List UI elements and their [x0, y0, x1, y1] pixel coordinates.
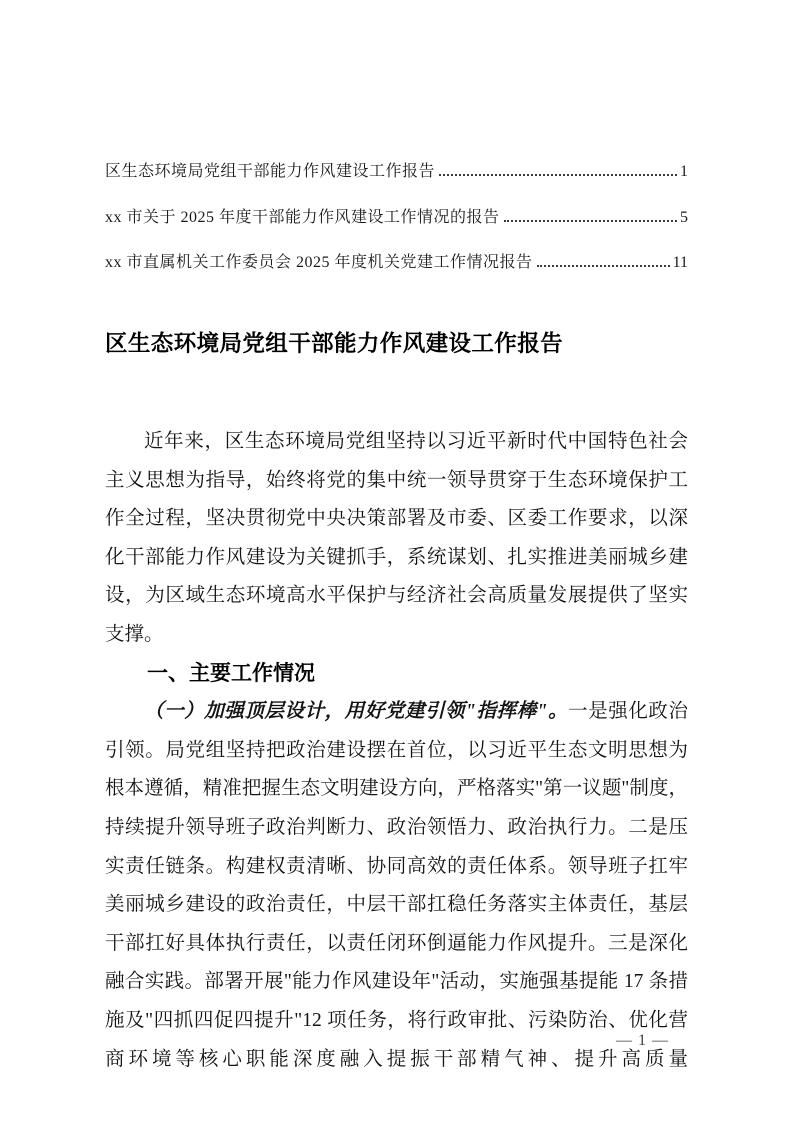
page-number-footer: — 1 —	[616, 1032, 669, 1049]
toc-page-number: 1	[680, 163, 688, 180]
toc-entry-title: xx 市关于 2025 年度干部能力作风建设工作情况的报告	[105, 208, 500, 226]
toc-entry[interactable]	[105, 161, 688, 183]
intro-paragraph: 近年来，区生态环境局党组坚持以习近平新时代中国特色社会主义思想为指导，始终将党的集中统一领导贯穿于生态环境保护工作全过程，坚决贯彻党中央决策部署及市委、区委工作要求，以深化干部能力作风建设为关键抓手，系统谋划、扎实推进美丽城乡建设，为区域生态环境高水平保护与经济社会高质量发展提供了坚实支撑。	[105, 431, 688, 645]
toc-entry[interactable]	[105, 207, 688, 229]
toc-dot-leader	[439, 174, 677, 176]
toc-page-number: 11	[672, 254, 688, 271]
body-paragraph	[105, 693, 688, 1079]
paragraph-text: 一是强化政治引领。局党组坚持把政治建设摆在首位，以习近平生态文明思想为根本遵循，精准把握生态文明建设方向，严格落实"第一议题"制度，持续提升领导班子政治判断力、政治领悟力、政治执行力。二是压实责任链条。构建权责清晰、协同高效的责任体系。领导班子扛牢美丽城乡建设的政治责任，中层干部扛稳任务落实主体责任，基层干部扛好具体执行责任，以责任闭环倒逼能力作风提升。三是深化融合实践。部署开展"能力作风建设年"活动，实施强基提能 17 条措施及"四抓四促四提升"12 项任务，将行政审批、污染防治、优化营商环境等核心职能深度融入提振干部精气神、提升高质量	[105, 701, 688, 1070]
toc-dot-leader	[537, 265, 670, 267]
table-of-contents	[105, 161, 688, 274]
toc-entry-title: xx 市直属机关工作委员会 2025 年度机关党建工作情况报告	[105, 254, 533, 271]
toc-entry-title: 区生态环境局党组干部能力作风建设工作报告	[105, 163, 436, 180]
article-body	[105, 423, 688, 1079]
toc-page-number: 5	[680, 208, 688, 226]
paragraph-lead: （一）加强顶层设计，用好党建引领"指挥棒"。	[144, 701, 569, 723]
toc-entry[interactable]	[105, 252, 688, 274]
toc-dot-leader	[504, 220, 677, 222]
article-title: 区生态环境局党组干部能力作风建设工作报告	[105, 331, 564, 356]
section-heading: 一、主要工作情况	[147, 661, 315, 685]
